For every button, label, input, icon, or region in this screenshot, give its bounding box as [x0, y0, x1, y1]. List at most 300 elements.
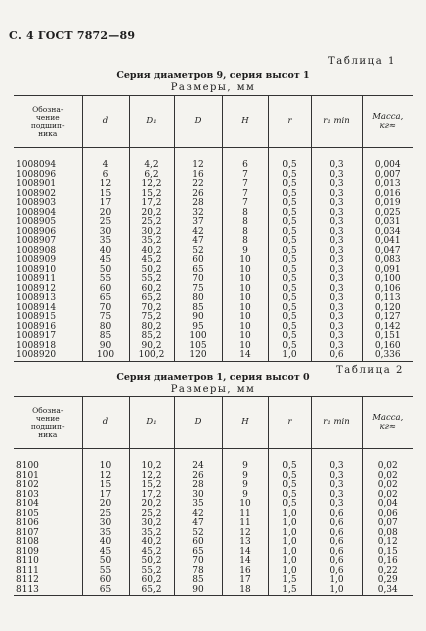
spacer-cell — [174, 148, 222, 162]
table-cell: 22 — [174, 180, 222, 190]
table-cell: 0,3 — [311, 323, 362, 333]
table-cell: 0,5 — [268, 342, 311, 352]
table-cell: 10 — [222, 332, 268, 342]
table-cell: 0,007 — [362, 171, 413, 181]
table2-col-header: d — [82, 397, 129, 449]
table-cell: 8113 — [14, 586, 82, 596]
table-cell: 35 — [174, 500, 222, 510]
table-cell: 20,2 — [129, 209, 174, 219]
table-cell: 45,2 — [129, 256, 174, 266]
table-cell: 16 — [222, 567, 268, 577]
table-cell: 10 — [222, 294, 268, 304]
table-row — [14, 519, 413, 529]
table-cell: 26 — [174, 190, 222, 200]
table-cell: 0,5 — [268, 266, 311, 276]
table-cell: 0,160 — [362, 342, 413, 352]
table-cell: 10 — [222, 304, 268, 314]
table-row — [14, 266, 413, 276]
table-cell: 30 — [174, 491, 222, 501]
table-cell: 0,3 — [311, 237, 362, 247]
table-cell: 9 — [222, 481, 268, 491]
table-cell: 0,083 — [362, 256, 413, 266]
spacer-cell — [362, 148, 413, 162]
table-cell: 10 — [222, 266, 268, 276]
table2-col-header: H — [222, 397, 268, 449]
table-cell: 70 — [174, 557, 222, 567]
table-cell: 1,5 — [268, 576, 311, 586]
table-row — [14, 491, 413, 501]
table2-spacer-row — [14, 449, 413, 463]
table-cell: 28 — [174, 199, 222, 209]
table-row — [14, 462, 413, 472]
table2 — [14, 396, 413, 596]
table-cell: 8111 — [16, 565, 39, 576]
table-cell: 0,151 — [362, 332, 413, 342]
table-cell: 105 — [174, 342, 222, 352]
table-cell: 14 — [222, 557, 268, 567]
table-cell: 75 — [82, 313, 129, 323]
table-cell: 12,2 — [129, 180, 174, 190]
table-cell: 0,3 — [311, 275, 362, 285]
table-cell: 1,5 — [268, 586, 311, 596]
spacer-cell — [129, 449, 174, 463]
table-cell: 10 — [222, 342, 268, 352]
table-cell: 40 — [82, 538, 129, 548]
table-cell: 0,3 — [311, 500, 362, 510]
table-cell: 1008916 — [16, 321, 57, 332]
table-cell: 1,0 — [311, 576, 362, 586]
table2-header-row — [14, 397, 413, 449]
table-cell: 0,113 — [362, 294, 413, 304]
table-cell: 0,5 — [268, 247, 311, 257]
table-cell: 0,5 — [268, 180, 311, 190]
spacer-cell — [311, 148, 362, 162]
table-cell: 0,3 — [311, 294, 362, 304]
table-cell: 10 — [222, 256, 268, 266]
table-cell: 0,3 — [311, 161, 362, 171]
table-cell: 85 — [82, 332, 129, 342]
table-cell: 40 — [82, 247, 129, 257]
table-cell: 0,5 — [268, 228, 311, 238]
table-cell: 1008917 — [16, 331, 57, 341]
table-cell: 42 — [174, 510, 222, 520]
table2-sizes-caption: Размеры, мм — [170, 384, 256, 395]
table-cell: 1,0 — [268, 529, 311, 539]
table-cell: 4 — [82, 161, 129, 171]
table-cell: 0,02 — [362, 481, 413, 491]
table-cell: 0,034 — [362, 228, 413, 238]
table-cell: 17,2 — [129, 491, 174, 501]
table-cell: 1008912 — [16, 283, 57, 294]
table-cell: 0,5 — [268, 190, 311, 200]
table-cell: 100,2 — [129, 351, 174, 361]
table-cell: 8102 — [16, 480, 39, 490]
table-row — [14, 199, 413, 209]
table-cell: 0,3 — [311, 218, 362, 228]
table-cell: 10 — [222, 285, 268, 295]
table-cell: 0,6 — [311, 548, 362, 558]
table-cell: 6,2 — [129, 171, 174, 181]
table-cell: 9 — [222, 472, 268, 482]
table-cell: 0,06 — [362, 510, 413, 520]
table-cell: 0,013 — [362, 180, 413, 190]
table-cell: 8106 — [16, 518, 39, 528]
table-cell: 25,2 — [129, 218, 174, 228]
table2-col-header: r — [268, 397, 311, 449]
table-cell: 11 — [222, 510, 268, 520]
spacer-cell — [82, 148, 129, 162]
table-row — [14, 171, 413, 181]
table-cell: 50,2 — [129, 266, 174, 276]
table-cell: 42 — [174, 228, 222, 238]
table-cell: 90 — [174, 313, 222, 323]
table-row — [14, 323, 413, 333]
table-cell: 0,5 — [268, 285, 311, 295]
table-row — [14, 247, 413, 257]
table-cell: 95 — [174, 323, 222, 333]
table-cell: 0,3 — [311, 247, 362, 257]
table-cell: 1008920 — [14, 351, 82, 361]
table-cell: 40,2 — [129, 247, 174, 257]
table-cell: 0,5 — [268, 275, 311, 285]
table-cell: 10 — [82, 462, 129, 472]
spacer-cell — [268, 148, 311, 162]
table-cell: 0,6 — [311, 351, 362, 361]
table-cell: 0,5 — [268, 323, 311, 333]
table-cell: 9 — [222, 491, 268, 501]
table-cell: 55 — [82, 567, 129, 577]
table-cell: 0,6 — [311, 510, 362, 520]
table-cell: 0,031 — [362, 218, 413, 228]
table-cell: 8105 — [16, 508, 39, 519]
table-cell: 100 — [174, 332, 222, 342]
table-cell: 7 — [222, 199, 268, 209]
table-cell: 0,6 — [311, 557, 362, 567]
table-row — [14, 180, 413, 190]
table-cell: 45 — [82, 548, 129, 558]
table-cell: 10 — [222, 313, 268, 323]
table-cell: 0,142 — [362, 323, 413, 333]
table-cell: 60 — [82, 285, 129, 295]
table-cell: 26 — [174, 472, 222, 482]
table-cell: 0,3 — [311, 472, 362, 482]
table-cell: 8110 — [16, 556, 39, 566]
table-cell: 52 — [174, 529, 222, 539]
table-cell: 0,004 — [362, 161, 413, 171]
table-cell: 10 — [222, 275, 268, 285]
table-cell: 15,2 — [129, 190, 174, 200]
table-cell: 10 — [222, 500, 268, 510]
table-cell: 8112 — [16, 575, 39, 585]
table-cell: 24 — [174, 462, 222, 472]
table-cell: 0,5 — [268, 256, 311, 266]
table-cell: 1008914 — [16, 302, 57, 313]
spacer-cell — [129, 148, 174, 162]
table-cell: 0,019 — [362, 199, 413, 209]
table-row — [14, 576, 413, 586]
table2-col-header: D₁ — [129, 397, 174, 449]
table-cell: 0,120 — [362, 304, 413, 314]
table-cell: 1008904 — [16, 207, 57, 218]
table-row — [14, 586, 413, 596]
table-row — [14, 529, 413, 539]
table-cell: 0,5 — [268, 491, 311, 501]
table-cell: 0,100 — [362, 275, 413, 285]
table-cell: 65,2 — [129, 586, 174, 596]
spacer-cell — [14, 148, 82, 162]
spacer-cell — [14, 449, 82, 463]
table-cell: 0,5 — [268, 304, 311, 314]
table-cell: 1,0 — [268, 519, 311, 529]
table-cell: 47 — [174, 237, 222, 247]
table-cell: 30 — [82, 519, 129, 529]
table-cell: 30,2 — [129, 519, 174, 529]
table-cell: 0,02 — [362, 472, 413, 482]
table-cell: 0,336 — [362, 351, 413, 361]
table-cell: 0,091 — [362, 266, 413, 276]
table1-spacer-row — [14, 148, 413, 162]
table-cell: 0,5 — [268, 294, 311, 304]
table-cell: 1008915 — [16, 312, 57, 322]
table-cell: 75,2 — [129, 313, 174, 323]
table-cell: 50 — [82, 557, 129, 567]
table-cell: 0,025 — [362, 209, 413, 219]
table-row — [14, 548, 413, 558]
table-cell: 65,2 — [129, 294, 174, 304]
table-cell: 0,3 — [311, 304, 362, 314]
table-cell: 25 — [82, 510, 129, 520]
table-cell: 80 — [174, 294, 222, 304]
table-cell: 0,3 — [311, 171, 362, 181]
table-cell: 0,08 — [362, 529, 413, 539]
table-cell: 30,2 — [129, 228, 174, 238]
table-cell: 18 — [222, 586, 268, 596]
table2-col-header: D — [174, 397, 222, 449]
table-cell: 0,16 — [362, 557, 413, 567]
table1-col-header: Обозна- чение подшип- ника — [14, 96, 82, 148]
table-cell: 25 — [82, 218, 129, 228]
table-cell: 0,5 — [268, 313, 311, 323]
table-cell: 0,02 — [362, 462, 413, 472]
table-cell: 0,3 — [311, 190, 362, 200]
table-cell: 0,3 — [311, 180, 362, 190]
table-row — [14, 190, 413, 200]
table-cell: 0,3 — [311, 209, 362, 219]
table-cell: 15 — [82, 481, 129, 491]
table-cell: 0,047 — [362, 247, 413, 257]
table-cell: 1008911 — [16, 274, 57, 284]
table-row — [14, 228, 413, 238]
spacer-cell — [222, 148, 268, 162]
table-cell: 1008903 — [16, 198, 57, 208]
table-cell: 80,2 — [129, 323, 174, 333]
table-cell: 50 — [82, 266, 129, 276]
table-cell: 1008902 — [16, 188, 57, 199]
table-cell: 0,29 — [362, 576, 413, 586]
table-cell: 11 — [222, 519, 268, 529]
table-cell: 1008907 — [16, 236, 57, 246]
table-cell: 0,5 — [268, 209, 311, 219]
table-cell: 1008901 — [16, 179, 57, 189]
table-cell: 0,6 — [311, 519, 362, 529]
table1-sizes-caption: Размеры, мм — [170, 82, 256, 93]
table-cell: 20 — [82, 500, 129, 510]
table1-label: Таблица 1 — [328, 56, 397, 67]
table-row — [14, 472, 413, 482]
table-cell: 14 — [222, 351, 268, 361]
table-cell: 4,2 — [129, 161, 174, 171]
table-cell: 35 — [82, 237, 129, 247]
table-cell: 30 — [82, 228, 129, 238]
table-cell: 70 — [174, 275, 222, 285]
table-cell: 1,0 — [268, 351, 311, 361]
table-cell: 8109 — [16, 546, 39, 557]
table-cell: 0,3 — [311, 256, 362, 266]
table-cell: 6 — [82, 171, 129, 181]
table-cell: 65 — [174, 548, 222, 558]
spacer-cell — [82, 449, 129, 463]
table-cell: 40,2 — [129, 538, 174, 548]
table-cell: 0,04 — [362, 500, 413, 510]
table-cell: 1008918 — [16, 340, 57, 351]
table-row — [14, 218, 413, 228]
table1-col-header: r₁ min — [311, 96, 362, 148]
table-row — [14, 332, 413, 342]
table-row — [14, 510, 413, 520]
table-cell: 1008909 — [16, 255, 57, 265]
table-cell: 28 — [174, 481, 222, 491]
table-cell: 0,127 — [362, 313, 413, 323]
table-cell: 0,5 — [268, 500, 311, 510]
table-cell: 85 — [174, 576, 222, 586]
spacer-cell — [222, 449, 268, 463]
table-cell: 8103 — [16, 489, 39, 500]
table-cell: 70 — [82, 304, 129, 314]
table-cell: 90,2 — [129, 342, 174, 352]
table-cell: 0,5 — [268, 472, 311, 482]
table-cell: 55,2 — [129, 567, 174, 577]
table-cell: 37 — [174, 218, 222, 228]
table-cell: 1,0 — [268, 538, 311, 548]
table-cell: 8107 — [16, 527, 39, 538]
table-cell: 60,2 — [129, 285, 174, 295]
table-cell: 7 — [222, 171, 268, 181]
table-cell: 45 — [82, 256, 129, 266]
table-cell: 0,6 — [311, 567, 362, 577]
table2-label: Таблица 2 — [336, 365, 405, 376]
table-cell: 0,15 — [362, 548, 413, 558]
table-row — [14, 538, 413, 548]
table-cell: 8 — [222, 209, 268, 219]
table-cell: 15,2 — [129, 481, 174, 491]
table-cell: 17,2 — [129, 199, 174, 209]
table-cell: 17 — [82, 199, 129, 209]
table-cell: 90 — [82, 342, 129, 352]
table-cell: 120 — [174, 351, 222, 361]
table1-col-header: D₁ — [129, 96, 174, 148]
table-cell: 85,2 — [129, 332, 174, 342]
table-cell: 1008096 — [16, 169, 57, 180]
table-row — [14, 567, 413, 577]
table-cell: 0,6 — [311, 529, 362, 539]
table-cell: 12,2 — [129, 472, 174, 482]
table-row — [14, 275, 413, 285]
table-row — [14, 481, 413, 491]
table2-col-header: Масса, кг≈ — [362, 397, 413, 449]
table-cell: 0,02 — [362, 491, 413, 501]
table-cell: 0,22 — [362, 567, 413, 577]
spacer-cell — [311, 449, 362, 463]
table-cell: 17 — [222, 576, 268, 586]
table-cell: 100 — [82, 351, 129, 361]
table1-header-row — [14, 96, 413, 148]
table-cell: 0,5 — [268, 218, 311, 228]
table-cell: 60 — [174, 256, 222, 266]
table-cell: 13 — [222, 538, 268, 548]
table-cell: 90 — [174, 586, 222, 596]
table-row — [14, 304, 413, 314]
table-cell: 12 — [174, 161, 222, 171]
table-cell: 8101 — [16, 470, 39, 481]
table-cell: 65 — [82, 294, 129, 304]
table-cell: 55,2 — [129, 275, 174, 285]
table-cell: 1,0 — [268, 510, 311, 520]
table1-col-header: Масса, кг≈ — [362, 96, 413, 148]
table-cell: 0,3 — [311, 462, 362, 472]
table-cell: 12 — [82, 180, 129, 190]
table-cell: 0,3 — [311, 332, 362, 342]
table-cell: 70,2 — [129, 304, 174, 314]
table-cell: 0,5 — [268, 332, 311, 342]
table-cell: 1008910 — [16, 264, 57, 275]
table-cell: 45,2 — [129, 548, 174, 558]
table-cell: 8104 — [16, 499, 39, 509]
table-cell: 55 — [82, 275, 129, 285]
table-cell: 9 — [222, 247, 268, 257]
table-row — [14, 342, 413, 352]
table-cell: 32 — [174, 209, 222, 219]
table-row — [14, 237, 413, 247]
table-cell: 0,3 — [311, 228, 362, 238]
table1-col-header: H — [222, 96, 268, 148]
table-cell: 1008908 — [16, 245, 57, 256]
table-cell: 1008094 — [16, 160, 57, 170]
spacer-cell — [268, 449, 311, 463]
table-cell: 10,2 — [129, 462, 174, 472]
table-cell: 25,2 — [129, 510, 174, 520]
table1-col-header: r — [268, 96, 311, 148]
table-cell: 60,2 — [129, 576, 174, 586]
table-cell: 20,2 — [129, 500, 174, 510]
table-cell: 0,016 — [362, 190, 413, 200]
table-row — [14, 500, 413, 510]
table-cell: 65 — [174, 266, 222, 276]
table-cell: 0,3 — [311, 313, 362, 323]
table2-col-header: r₁ min — [311, 397, 362, 449]
table2-series-title: Серия диаметров 1, серия высот 0 — [116, 372, 310, 383]
table-cell: 16 — [174, 171, 222, 181]
table-cell: 0,041 — [362, 237, 413, 247]
table-cell: 7 — [222, 190, 268, 200]
table-row — [14, 161, 413, 171]
table-cell: 1,0 — [268, 557, 311, 567]
table-row — [14, 256, 413, 266]
table-cell: 0,106 — [362, 285, 413, 295]
table-cell: 65 — [82, 586, 129, 596]
table-cell: 60 — [174, 538, 222, 548]
table-cell: 0,3 — [311, 481, 362, 491]
table-row — [14, 209, 413, 219]
